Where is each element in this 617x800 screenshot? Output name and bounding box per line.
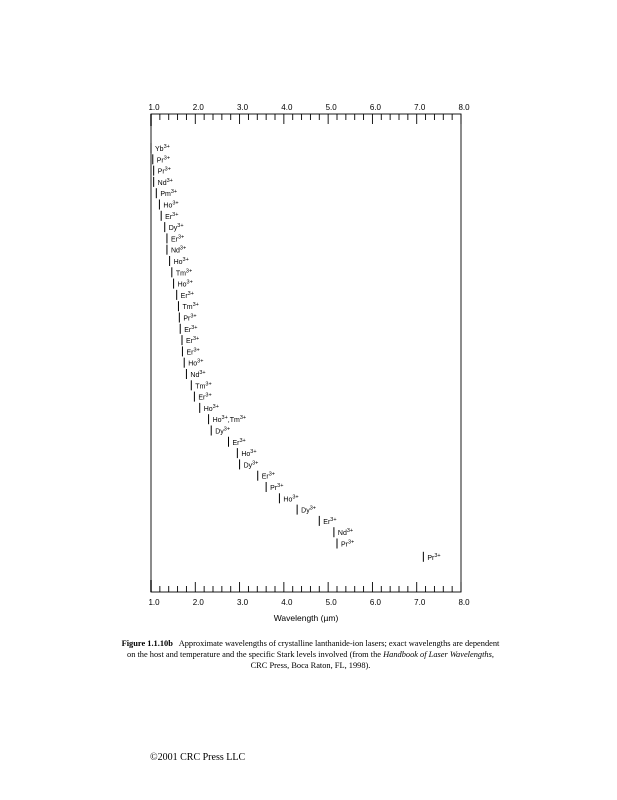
- ion-charge: 3+: [191, 324, 198, 331]
- ion-charge: 3+: [170, 189, 178, 196]
- ion-charge: 3+: [212, 403, 219, 410]
- data-point-er: [167, 233, 184, 243]
- ion-charge: 3+: [223, 426, 231, 433]
- ion-symbol: Er: [180, 292, 188, 300]
- data-point-er: [258, 471, 275, 481]
- ion-symbol: Nd: [190, 372, 200, 379]
- ion-label: [427, 553, 440, 562]
- ion-charge: 3+: [187, 290, 194, 297]
- ion-symbol: Ho: [173, 259, 183, 266]
- data-point-nd: [186, 369, 205, 379]
- data-point-nd: [167, 245, 186, 255]
- ion-label: [178, 280, 193, 289]
- ion-symbol: Tm: [195, 383, 206, 391]
- data-point-er: [182, 346, 199, 356]
- data-point-pr: [266, 482, 283, 492]
- data-point-er: [180, 324, 197, 334]
- ion-symbol: Er: [323, 518, 331, 526]
- ion-charge: 3+: [199, 370, 206, 376]
- ion-label: [241, 449, 256, 458]
- ion-label: [233, 438, 246, 447]
- ion-charge: 3+: [309, 505, 316, 512]
- ion-charge: 3+: [434, 552, 441, 559]
- ion-label: [301, 506, 316, 515]
- ion-label: [155, 144, 170, 153]
- x-axis-title: Wavelength (µm): [273, 613, 339, 623]
- ion-label: [171, 246, 186, 255]
- data-point-yb: [151, 143, 170, 153]
- ion-label: [169, 223, 184, 232]
- data-point-ho: [159, 200, 178, 210]
- data-point-tm: [178, 301, 198, 311]
- ion-label: [158, 178, 173, 187]
- ion-charge: 3+: [348, 539, 355, 546]
- ion-label: [163, 201, 178, 210]
- ion-symbol: Er: [184, 326, 192, 334]
- ion-symbol: Ho: [212, 417, 222, 425]
- x-tick-label-top: 1.0: [148, 103, 160, 112]
- ion-charge: 3+: [177, 223, 184, 230]
- data-point-ho: [174, 279, 193, 289]
- ion-label: [160, 189, 177, 198]
- ion-charge: 3+: [190, 313, 197, 320]
- ion-symbol: Nd: [157, 179, 167, 187]
- ion-symbol: Er: [232, 439, 240, 447]
- ion-charge: 3+: [179, 245, 187, 252]
- data-point-ho: [209, 414, 247, 424]
- ion-symbol: Ho: [203, 405, 213, 413]
- x-tick-label-bottom: 2.0: [192, 598, 204, 607]
- data-point-er: [194, 392, 211, 402]
- ion-label: [323, 517, 336, 526]
- ion-charge: 3+: [292, 494, 299, 501]
- ion-symbol: Yb: [155, 146, 164, 153]
- data-point-ho: [237, 448, 256, 458]
- ion-label: [186, 336, 199, 345]
- ion-charge-extra: 3+: [239, 415, 247, 422]
- ion-symbol: Dy: [168, 225, 178, 233]
- x-tick-label-bottom: 3.0: [237, 598, 249, 607]
- ion-symbol: Nd: [337, 530, 347, 538]
- ion-label: [270, 483, 283, 492]
- ion-label: [158, 167, 171, 176]
- ion-symbol: Er: [198, 394, 206, 402]
- data-point-ho: [184, 358, 203, 368]
- data-point-pr: [153, 154, 170, 164]
- data-point-pr: [423, 552, 440, 562]
- data-point-nd: [334, 527, 353, 537]
- ion-label: [184, 325, 197, 334]
- data-point-er: [319, 516, 336, 526]
- data-point-er: [182, 335, 199, 345]
- x-tick-label-bottom: 8.0: [458, 598, 470, 607]
- ion-charge: 3+: [192, 302, 199, 309]
- data-point-ho: [279, 493, 298, 503]
- ion-symbol: Tm: [182, 304, 193, 312]
- x-tick-label-top: 7.0: [414, 103, 426, 112]
- data-point-dy: [165, 222, 184, 232]
- data-point-tm: [172, 267, 192, 277]
- data-point-pr: [337, 539, 354, 549]
- x-tick-label-top: 5.0: [325, 103, 337, 112]
- ion-label: [181, 291, 194, 300]
- ion-charge: 3+: [193, 347, 200, 354]
- ion-symbol: Ho: [188, 360, 198, 368]
- x-tick-label-top: 3.0: [237, 103, 249, 112]
- ion-symbol: Pm: [160, 191, 171, 199]
- ion-charge: 3+: [172, 200, 179, 207]
- data-point-dy: [211, 426, 230, 436]
- ion-symbol: Er: [170, 236, 178, 244]
- ion-charge: 3+: [166, 177, 173, 184]
- ion-label: [165, 212, 178, 221]
- figure-caption: [118, 638, 503, 671]
- ion-charge: 3+: [330, 516, 337, 523]
- data-point-ho: [200, 403, 219, 413]
- x-tick-label-bottom: 6.0: [369, 598, 381, 607]
- x-tick-label-top: 8.0: [458, 103, 470, 112]
- ion-charge: 3+: [268, 471, 276, 478]
- x-tick-label-bottom: 5.0: [325, 598, 337, 607]
- ion-symbol: Pr: [157, 168, 165, 176]
- ion-label: [183, 314, 196, 323]
- caption-book-title: Handbook of Laser Wavelengths: [383, 650, 492, 659]
- ion-label: [186, 347, 199, 356]
- ion-charge: 3+: [250, 449, 257, 456]
- ion-label: [195, 381, 211, 390]
- ion-symbol: Tm: [175, 270, 186, 278]
- ion-charge: 3+: [252, 460, 259, 467]
- ion-charge: 3+: [239, 437, 246, 444]
- ion-label: [176, 268, 192, 277]
- data-marks: [151, 143, 441, 562]
- ion-label: [171, 234, 184, 243]
- data-point-pr: [154, 166, 171, 176]
- ion-label: [204, 404, 219, 413]
- x-tick-label-bottom: 4.0: [281, 598, 293, 607]
- ion-charge: 3+: [172, 211, 179, 218]
- ion-label: [341, 540, 354, 549]
- ion-charge: 3+: [193, 336, 200, 343]
- ion-symbol: Pr: [183, 315, 191, 323]
- ion-label: [244, 460, 259, 469]
- data-point-dy: [240, 459, 259, 469]
- ion-label: [262, 472, 275, 481]
- ion-symbol: Ho: [163, 202, 173, 210]
- data-point-nd: [154, 177, 173, 187]
- ion-symbol: Pr: [427, 554, 435, 562]
- x-tick-label-top: 2.0: [192, 103, 204, 112]
- ion-charge: 3+: [205, 392, 212, 399]
- ion-charge: 3+: [346, 528, 354, 535]
- x-tick-label-bottom: 1.0: [148, 598, 160, 607]
- ion-charge: 3+: [177, 234, 185, 241]
- ion-symbol: Ho: [177, 281, 187, 289]
- data-point-er: [161, 211, 178, 221]
- ion-charge: 3+: [205, 381, 212, 388]
- ion-symbol: Nd: [170, 247, 180, 255]
- ion-symbol: Pr: [156, 157, 164, 165]
- ion-symbol: Er: [186, 338, 193, 346]
- ion-symbol: Dy: [301, 507, 310, 515]
- axis-tick-labels: [148, 103, 470, 607]
- ion-charge: 3+: [185, 268, 193, 275]
- data-point-er: [229, 437, 246, 447]
- figure-label: Figure 1.1.10b: [121, 639, 173, 648]
- ion-charge: 3+: [163, 155, 171, 162]
- data-point-er: [177, 290, 194, 300]
- ion-charge: 3+: [164, 166, 171, 173]
- copyright-notice: ©2001 CRC Press LLC: [150, 752, 246, 763]
- ion-label: [198, 393, 211, 402]
- ion-symbol: Dy: [243, 462, 253, 470]
- ion-charge: 3+: [277, 483, 284, 489]
- ion-symbol: Ho: [283, 496, 293, 504]
- x-tick-label-top: 6.0: [369, 103, 381, 112]
- ion-symbol-extra: ,Tm: [227, 417, 240, 425]
- ion-label: [188, 359, 203, 368]
- x-tick-label-bottom: 7.0: [414, 598, 426, 607]
- ion-symbol: Pr: [341, 541, 348, 549]
- ion-label: [283, 494, 298, 503]
- ion-label: [182, 302, 198, 311]
- ion-symbol: Dy: [215, 428, 224, 436]
- ion-label: [190, 370, 205, 379]
- ion-symbol: Pr: [270, 485, 278, 492]
- ion-charge: 3+: [197, 358, 204, 365]
- ion-label: [213, 415, 247, 424]
- x-tick-label-top: 4.0: [281, 103, 293, 112]
- ion-label: [215, 427, 230, 436]
- ion-charge: 3+: [221, 415, 228, 422]
- ion-label: [174, 257, 189, 266]
- data-point-pm: [156, 188, 177, 198]
- caption-text-2: , CRC Press, Boca Raton, FL, 1998).: [250, 650, 494, 670]
- ion-symbol: Er: [261, 473, 269, 481]
- data-point-ho: [170, 256, 189, 266]
- ion-charge: 3+: [186, 279, 193, 286]
- data-point-pr: [179, 313, 196, 323]
- ion-symbol: Er: [186, 349, 194, 357]
- data-point-dy: [297, 505, 316, 515]
- ion-charge: 3+: [163, 144, 170, 150]
- ion-label: [157, 155, 170, 164]
- ion-label: [338, 528, 353, 537]
- ion-symbol: Ho: [241, 451, 251, 459]
- data-point-tm: [191, 380, 211, 390]
- ion-charge: 3+: [182, 257, 189, 263]
- caption-text-1: Approximate wavelengths of crystalline lanthanide-ion lasers; exact wavelengths are dependent on the host and temperature and the specific Stark levels involved (from the: [127, 639, 500, 659]
- ion-symbol: Er: [165, 213, 173, 221]
